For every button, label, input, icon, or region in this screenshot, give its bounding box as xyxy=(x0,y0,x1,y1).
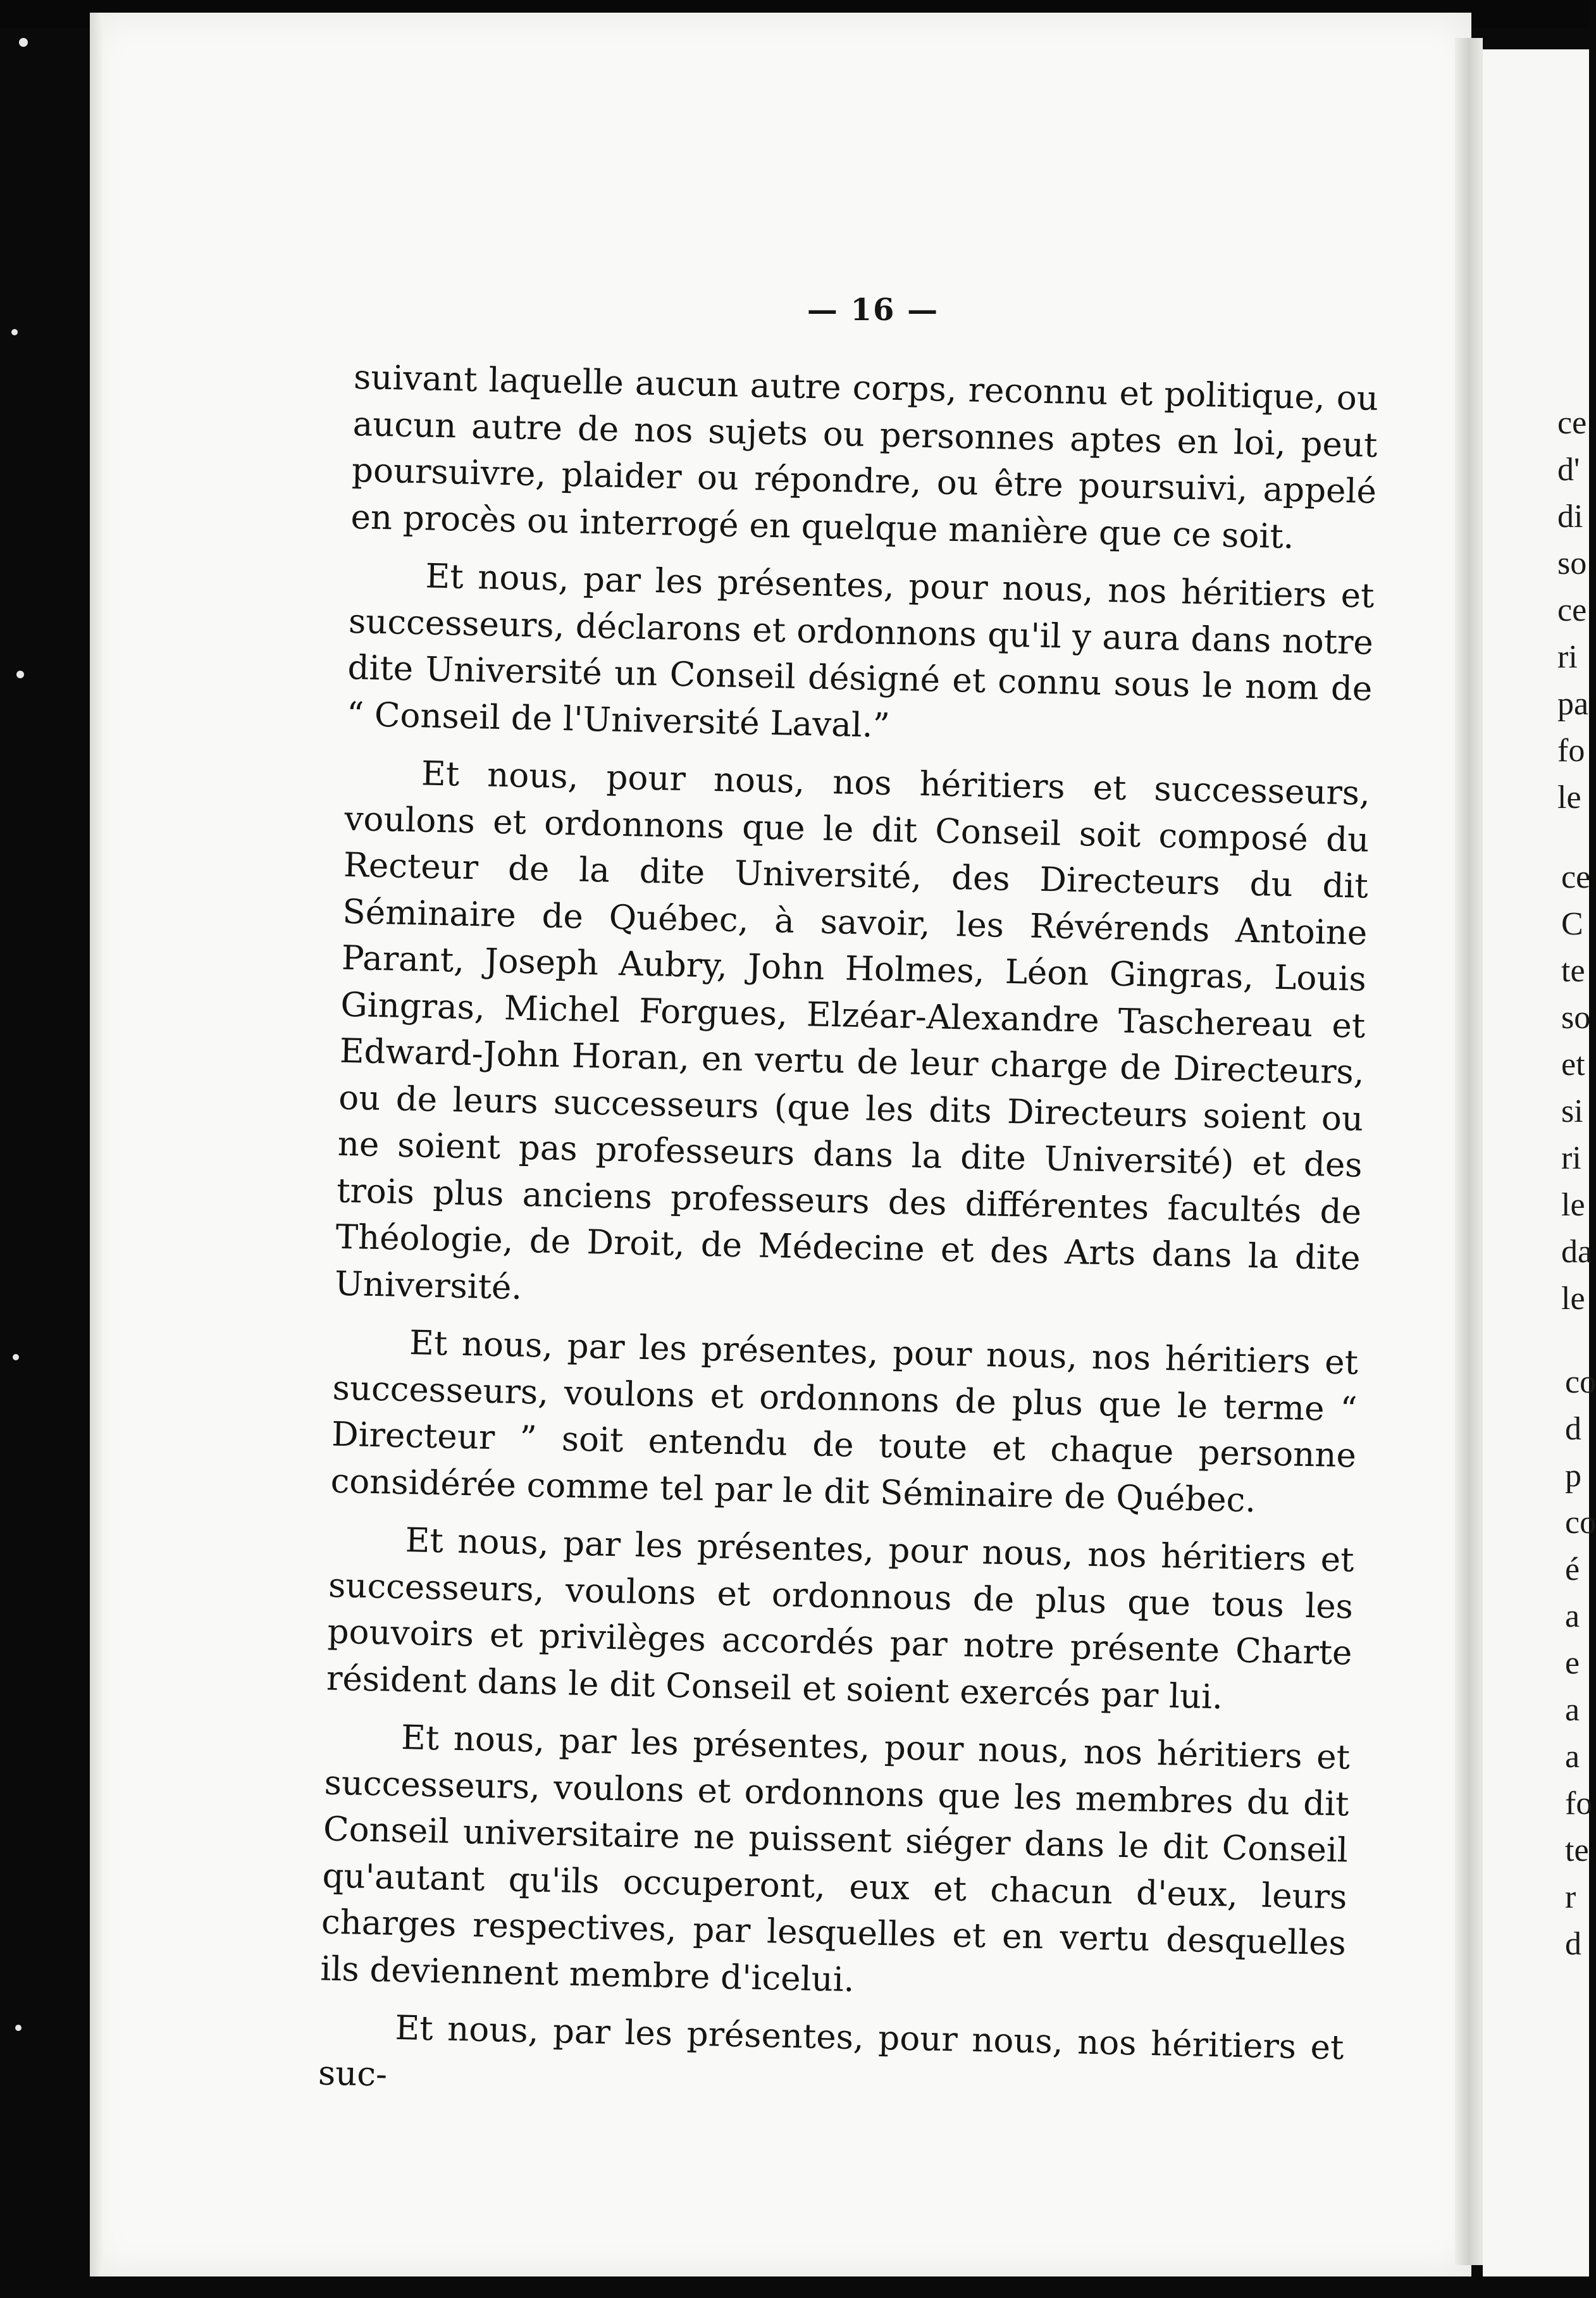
facing-fragment: fo xyxy=(1557,733,1585,769)
facing-fragment: co xyxy=(1565,1364,1596,1400)
facing-fragment: te xyxy=(1561,953,1585,989)
facing-fragment: si xyxy=(1561,1093,1583,1129)
facing-fragment: le xyxy=(1561,1187,1585,1223)
scan-speck xyxy=(11,329,18,335)
facing-fragment: da xyxy=(1561,1234,1593,1270)
facing-fragment: ri xyxy=(1561,1140,1581,1176)
facing-fragment: ri xyxy=(1557,639,1578,675)
facing-fragment: d' xyxy=(1557,452,1580,488)
page-number: — 16 — xyxy=(807,292,939,328)
paragraph: Et nous, pour nous, nos héritiers et successeurs, voulons et ordonnons que le dit Conseil soit composé du Recteur de la dite Université, des Directeurs du dit Séminaire de Québec, à savoir, les Révérends Antoine Parant, Joseph Aubry, John Holmes, Léon Gingras, Louis Gingras, Michel Forgues, Elzéar-Alexandre Taschereau et Edward-John Horan, en vertu de leur charge de Directeurs, ou de leurs successeurs (que les dits Directeurs soient ou ne soient pas professeurs dans la dite Université) et des trois plus anciens professeurs des différentes facultés de Théologie, de Droit, de Médecine et des Arts dans la dite Université. xyxy=(334,754,1371,1307)
facing-fragment: C xyxy=(1561,906,1583,942)
facing-fragment: fo xyxy=(1565,1786,1593,1822)
facing-fragment: et xyxy=(1561,1047,1585,1083)
facing-fragment: a xyxy=(1565,1739,1580,1775)
facing-fragment: d xyxy=(1565,1926,1581,1962)
facing-fragment: d xyxy=(1565,1411,1581,1447)
scan-speck xyxy=(13,1354,19,1360)
facing-fragment: r xyxy=(1565,1879,1576,1915)
scan-speck xyxy=(19,38,28,47)
paragraph: Et nous, par les présentes, pour nous, nos héritiers et successeurs, voulons et ordonnons de plus que le terme “ Directeur ” soit entendu de toute et chaque personne considérée comme tel par le dit Séminaire de Québec. xyxy=(330,1324,1359,1520)
facing-fragment: le xyxy=(1557,779,1581,816)
facing-fragment: ce xyxy=(1561,859,1591,895)
facing-fragment: p xyxy=(1565,1458,1581,1494)
facing-fragment: so xyxy=(1561,1000,1591,1036)
facing-fragment: é xyxy=(1565,1551,1580,1587)
paragraph: suivant laquelle aucun autre corps, reconnu et politique, ou aucun autre de nos sujets ou personnes aptes en loi, peut poursuivre, plaider ou répondre, ou être poursuivi, appelé en procès ou interrogé en quelque manière que ce soit. xyxy=(350,357,1379,556)
facing-page-fragments-c xyxy=(1565,1359,1596,1968)
facing-fragment: a xyxy=(1565,1598,1580,1634)
facing-fragment: te xyxy=(1565,1832,1589,1868)
facing-page-fragments-a xyxy=(1557,400,1588,821)
facing-fragment: ce xyxy=(1557,592,1587,628)
body-text xyxy=(318,354,1379,2129)
book-gutter xyxy=(1455,38,1483,2265)
paragraph: Et nous, par les présentes, pour nous, nos héritiers et successeurs, voulons et ordonnons que les membres du dit Conseil universitaire ne puissent siéger dans le dit Conseil qu'autant qu'ils occuperont, eux et chacun d'eux, leurs charges respectives, par lesquelles et en vertu desquelles ils deviennent membre d'icelui. xyxy=(319,1718,1351,1999)
facing-page-fragments-b xyxy=(1561,854,1592,1322)
facing-fragment: pa xyxy=(1557,686,1589,722)
facing-fragment: ce xyxy=(1557,405,1587,441)
facing-fragment: a xyxy=(1565,1692,1580,1728)
facing-fragment: e xyxy=(1565,1645,1580,1681)
facing-fragment: so xyxy=(1557,545,1587,581)
facing-fragment: di xyxy=(1557,499,1583,535)
paragraph: Et nous, par les présentes, pour nous, nos héritiers et successeurs, voulons et ordonnous de plus que tous les pouvoirs et privilèges accordés par notre présente Charte résident dans le dit Conseil et soient exercés par lui. xyxy=(326,1521,1355,1717)
scan-speck xyxy=(15,2025,22,2031)
page-edge xyxy=(90,13,102,2276)
facing-fragment: le xyxy=(1561,1281,1585,1317)
paragraph: Et nous, par les présentes, pour nous, nos héritiers et successeurs, déclarons et ordonnons qu'il y aura dans notre dite Université un Conseil désigné et connu sous le nom de “ Conseil de l'Université Laval.” xyxy=(346,557,1375,745)
paragraph: Et nous, par les présentes, pour nous, nos héritiers et suc- xyxy=(318,2008,1344,2094)
scan-speck xyxy=(16,671,24,678)
facing-fragment: co xyxy=(1565,1505,1596,1541)
